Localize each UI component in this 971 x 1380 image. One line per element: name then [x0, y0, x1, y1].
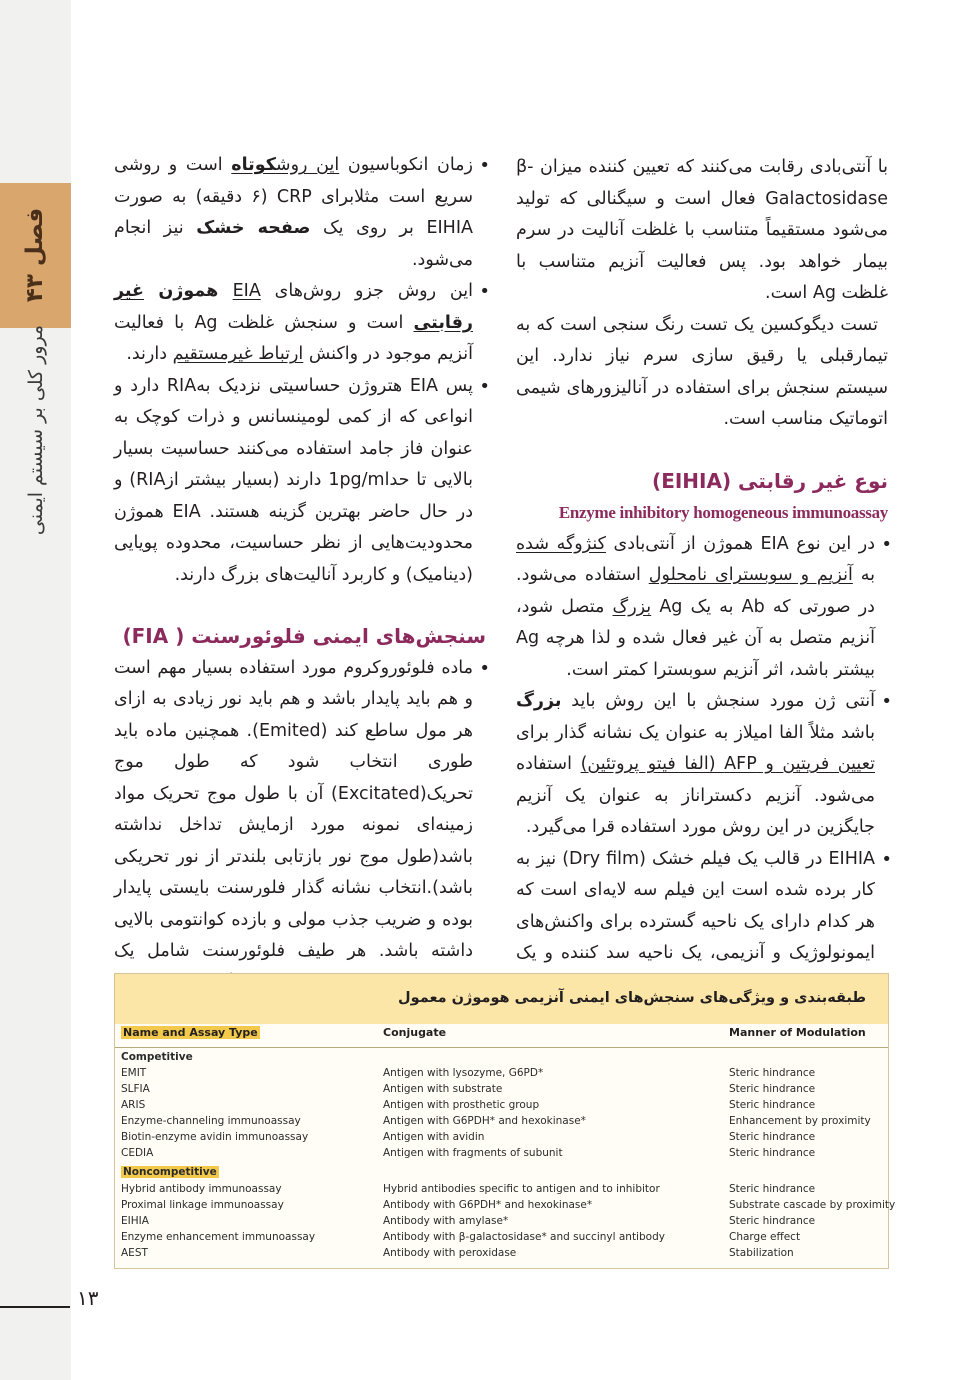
paragraph: با آنتی‌بادی رقابت می‌کنند که تعیین کننده میزان β-Galactosidase فعال است و سیگنالی که تولید می‌شود مستقیماً متناسب با غلظت آنالیت در سرم بیمار خواهد بود. پس فعالیت آنزیم متناسب با غلظت Ag است.: [516, 157, 888, 303]
cell-conjugate: Antibody with peroxidase: [383, 1247, 517, 1259]
cell-modulation: Steric hindrance: [729, 1099, 816, 1111]
cell-conjugate: Antigen with lysozyme, G6PD*: [383, 1067, 544, 1079]
cell-conjugate: Antigen with G6PDH* and hexokinase*: [383, 1115, 586, 1127]
header-conjugate: Conjugate: [383, 1026, 447, 1039]
section-heading-english: Enzyme inhibitory homogeneous immunoassay: [558, 503, 888, 522]
bullet-item: • آنتی ژن مورد سنجش با این روش باید بزرگ باشد مثلاً الفا امیلاز به عنوان یک نشانه گذار برای تعیین فریتین و AFP (الفا فیتو پروتئین) استفاده می‌شود. آنزیم دکستراناز به عنوان یک آنزیم جایگزین در این روش مورد استفاده قرا می‌گیرد.: [516, 686, 888, 844]
cell-name: Enzyme-channeling immunoassay: [121, 1115, 301, 1127]
cell-modulation: Steric hindrance: [729, 1067, 816, 1079]
cell-modulation: Substrate cascade by proximity: [729, 1199, 896, 1211]
chapter-subtitle: مرور کلی بر سیستم ایمنی: [25, 324, 47, 536]
cell-conjugate: Antibody with β-galactosidase* and succinyl antibody: [383, 1231, 665, 1243]
cell-modulation: Steric hindrance: [729, 1215, 816, 1227]
cell-conjugate: Antigen with prosthetic group: [383, 1099, 540, 1111]
cell-modulation: Stabilization: [729, 1247, 794, 1259]
cell-conjugate: Antibody with amylase*: [383, 1215, 509, 1227]
cell-conjugate: Hybrid antibodies specific to antigen and to inhibitor: [383, 1183, 660, 1195]
bullet-item: • در این نوع EIA هموژن از آنتی‌بادی کنژوگه شده به آنزیم و سوبسترای نامحلول استفاده می‌شود. در صورتی که Ab به یک Ag بزرگ متصل شود، آنزیم متصل به آن غیر فعال شده و لذا هرچه Ag بیشتر باشد، اثر آنزیم سوبسترا کمتر است.: [516, 529, 888, 687]
footer-rule: [0, 1306, 70, 1308]
cell-name: Hybrid antibody immunoassay: [121, 1183, 282, 1195]
group-label: Competitive: [121, 1051, 193, 1063]
cell-name: EIHIA: [121, 1215, 149, 1227]
header-name: Name and Assay Type: [123, 1026, 258, 1039]
cell-name: Proximal linkage immunoassay: [121, 1199, 284, 1211]
group-label: Noncompetitive: [123, 1166, 217, 1178]
cell-name: EMIT: [121, 1067, 147, 1079]
page-number: ۱۳: [77, 1286, 99, 1310]
cell-name: Biotin-enzyme avidin immunoassay: [121, 1131, 309, 1143]
bullet-item: • ماده فلوئوروکروم مورد استفاده بسیار مهم است و هم باید پایدار باشد و هم باید نور زیادی به ازای هر مول ساطع کند (Emited). همچنین ماده باید طوری انتخاب شود که طول موج تحریک(Excitated) آن با طول موج تحریک مواد زمینه‌ای نمونه مورد ازمایش تداخل نداشته باشد(طول موج نور بازتابی بلندتر از نور تحریکی باشد).انتخاب نشانه گذار فلورسنت بایستی پایدار بوده و ضریب جذب مولی و بازده کوانتومی بالایی داشته باشد. هر طیف فلوئورسنت شامل یک: [114, 653, 486, 1063]
cell-conjugate: Antigen with substrate: [383, 1083, 503, 1095]
table-caption-bar: [115, 974, 888, 1024]
cell-conjugate: Antigen with avidin: [383, 1131, 485, 1143]
paragraph: تست دیگوکسین یک تست رنگ سنجی است که به تیمارقبلی یا رقیق سازی سرم نیاز ندارد. این سیستم سنجش برای استفاده در آنالیزورهای شیمی اتوماتیک مناسب است.: [516, 314, 888, 429]
table-caption: طبقه‌بندی و ویژگی‌های سنجش‌های ایمنی آنزیمی هوموژن معمول: [398, 990, 866, 1006]
cell-modulation: Steric hindrance: [729, 1147, 816, 1159]
cell-name: Enzyme enhancement immunoassay: [121, 1231, 316, 1243]
cell-modulation: Steric hindrance: [729, 1183, 816, 1195]
section-heading: سنجش‌های ایمنی فلوئورسنت ( FIA): [122, 624, 486, 648]
section-heading: نوع غیر رقابتی (EIHIA): [652, 468, 888, 493]
divider: [115, 1047, 888, 1048]
cell-name: ARIS: [121, 1099, 146, 1111]
cell-conjugate: Antibody with G6PDH* and hexokinase*: [383, 1199, 593, 1211]
left-column: [114, 150, 486, 1062]
cell-name: AEST: [121, 1247, 148, 1259]
chapter-label: فصل ۴۳: [22, 207, 48, 303]
bullet-item: • EIHIA در قالب یک فیلم خشک (Dry film) نیز به کار برده شده است این فیلم سه لایه‌ای است که هر کدام دارای یک ناحیه گسترده برای واکنش‌های ایمونولوژیک و آنزیمی، یک ناحیه سد کننده و یک: [516, 844, 888, 1002]
right-column: [516, 152, 888, 1001]
bullet-item: • پس EIA هتروژن حساسیتی نزدیک بهRIA دارد و انواعی که از کمی لومینسانس و ذرات کوچک به عنوان فاز جامد استفاده می‌کنند حساسیت بسیار بالایی تا حد1pg/ml دارند (بسیار بیشتر ازRIA) و در حال حاضر بهترین گزینه هستند. EIA هموژن محدودیت‌هایی از نظر حساسیت، محدوده پویایی (دینامیک) و کاربرد آنالیت‌های بزرگ دارند.: [114, 371, 486, 592]
bullet-item: • این روش جزو روش‌های EIA هموژن غیر رقابتی است و سنجش غلظت Ag با فعالیت آنزیم موجود در واکنش ارتباط غیرمستقیم دارند.: [114, 276, 486, 371]
cell-modulation: Steric hindrance: [729, 1131, 816, 1143]
cell-modulation: Charge effect: [729, 1231, 801, 1243]
bullet-item: • زمان انکوباسیون این روشکوتاه است و روشی سریع است مثلابرای CRP (۶ دقیقه) به صورت EIHIA بر روی یک صفحه خشک نیز انجام می‌شود.: [114, 150, 486, 276]
cell-modulation: Enhancement by proximity: [729, 1115, 871, 1127]
cell-modulation: Steric hindrance: [729, 1083, 816, 1095]
header-modulation: Manner of Modulation: [729, 1026, 866, 1039]
assay-table: [114, 973, 896, 1269]
cell-name: CEDIA: [121, 1147, 154, 1159]
cell-name: SLFIA: [121, 1083, 150, 1095]
cell-conjugate: Antigen with fragments of subunit: [383, 1147, 563, 1159]
